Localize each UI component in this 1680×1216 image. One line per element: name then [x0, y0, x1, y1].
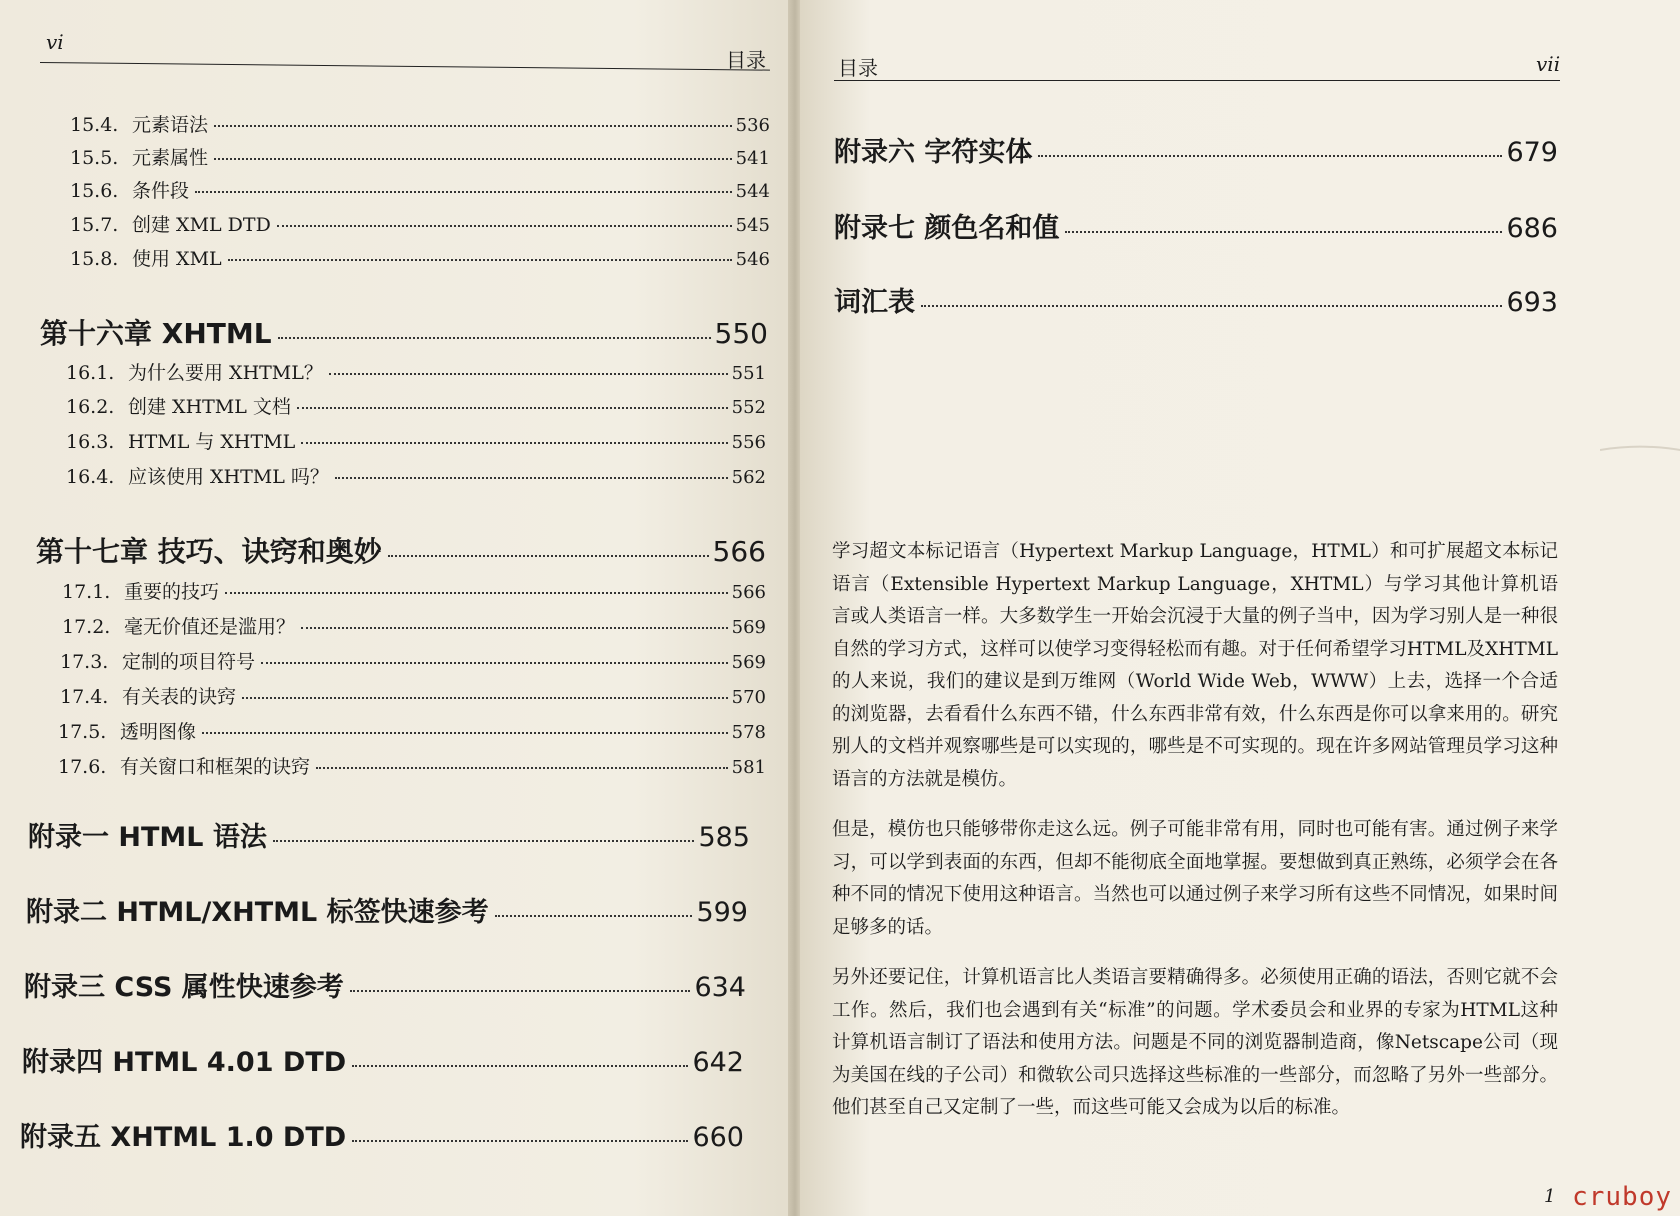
watermark-text: cruboy: [1572, 1182, 1672, 1212]
section-page: 578: [731, 722, 766, 743]
toc-entry-15-7[interactable]: [70, 210, 770, 237]
section-page: 552: [731, 397, 766, 418]
dot-leader: [225, 592, 728, 594]
section-title: 重要的技巧: [124, 581, 220, 603]
appendix-page: 686: [1506, 213, 1558, 244]
section-page: 546: [735, 249, 770, 270]
appendix-title: 附录四 HTML 4.01 DTD: [22, 1047, 347, 1078]
section-title: 透明图像: [120, 721, 197, 743]
toc-entry-16-3[interactable]: [66, 427, 766, 454]
dot-leader: [301, 442, 727, 444]
dot-leader: [1038, 155, 1502, 157]
body-paragraph-2: 但是，模仿也只能够带你走这么远。例子可能非常有用，同时也可能有害。通过例子来学习，可以学到表面的东西，但却不能彻底全面地掌握。要想做到真正熟练，必须学会在各种不同的情况下使用这种语言。当然也可以通过例子来学习所有这些不同情况，如果时间足够多的话。: [832, 819, 1558, 938]
toc-entry-17-3[interactable]: [60, 647, 766, 674]
right-header-title: 目录: [838, 56, 878, 80]
section-page: 551: [731, 363, 766, 384]
section-number: 16.2.: [66, 396, 115, 418]
dot-leader: [301, 627, 728, 629]
toc-entry-15-6[interactable]: [70, 176, 770, 203]
section-page: 545: [735, 215, 770, 236]
toc-appendix-1[interactable]: [28, 815, 750, 854]
section-page: 581: [731, 757, 766, 778]
section-number: 17.4.: [60, 686, 109, 708]
appendix-title: 附录三 CSS 属性快速参考: [24, 972, 344, 1003]
dot-leader: [228, 259, 732, 261]
section-page: 556: [731, 432, 766, 453]
toc-entry-15-5[interactable]: [70, 143, 770, 170]
dot-leader: [335, 477, 728, 479]
chapter-page: 550: [714, 317, 768, 350]
section-number: 16.1.: [66, 362, 115, 384]
toc-entry-17-2[interactable]: [62, 612, 766, 639]
appendix-title: 附录一 HTML 语法: [28, 822, 267, 853]
section-title: 有关表的诀窍: [122, 686, 237, 708]
dot-leader: [214, 158, 732, 160]
left-header-rule: [40, 62, 770, 71]
section-title: 为什么要用 XHTML？: [128, 362, 323, 384]
appendix-title: 附录五 XHTML 1.0 DTD: [20, 1122, 347, 1153]
section-number: 15.4.: [70, 114, 119, 136]
section-number: 15.6.: [70, 180, 119, 202]
toc-appendix-2[interactable]: [26, 890, 748, 929]
toc-appendix-3[interactable]: [24, 965, 746, 1004]
section-number: 17.2.: [62, 616, 111, 638]
left-header-title: 目录: [726, 48, 766, 72]
section-title: 应该使用 XHTML 吗？: [128, 466, 329, 488]
toc-entry-17-5[interactable]: [58, 717, 766, 744]
dot-leader: [278, 337, 711, 339]
section-page: 562: [731, 467, 766, 488]
section-number: 15.8.: [70, 248, 119, 270]
section-title: 有关窗口和框架的诀窍: [120, 756, 311, 778]
chapter-title: 第十六章 XHTML: [40, 317, 272, 350]
section-title: 条件段: [132, 180, 190, 202]
section-title: HTML 与 XHTML: [128, 431, 296, 453]
section-page: 570: [731, 687, 766, 708]
dot-leader: [1065, 231, 1502, 233]
toc-entry-17-1[interactable]: [62, 577, 766, 604]
body-paragraph-1: 学习超文本标记语言（Hypertext Markup Language，HTML）和可扩展超文本标记语言（Extensible Hypertext Markup Language，XHTML）与学习其他计算机语言或人类语言一样。大多数学生一开始会沉浸于大量的例子当中，因为学习别人是一种很自然的学习方式，这样可以使学习变得轻松而有趣。对于任何希望学习HTML及XHTML的人来说，我们的建议是到万维网（World Wide Web，WWW）上去，选择一个合适的浏览器，去看看什么东西不错，什么东西非常有效，什么东西是你可以拿来用的。研究别人的文档并观察哪些是可以实现的，哪些是不可实现的。现在许多网站管理员学习这种语言的方法就是模仿。: [832, 541, 1558, 790]
left-page: [0, 0, 792, 1216]
dot-leader: [352, 1140, 688, 1142]
toc-appendix-4[interactable]: [22, 1040, 744, 1079]
toc-glossary[interactable]: [834, 280, 1558, 319]
dot-leader: [214, 125, 732, 127]
appendix-title: 附录二 HTML/XHTML 标签快速参考: [26, 897, 489, 928]
appendix-title: 附录六 字符实体: [834, 137, 1033, 168]
appendix-page: 642: [692, 1047, 744, 1078]
dot-leader: [273, 840, 695, 842]
section-page: 536: [735, 115, 770, 136]
section-title: 元素语法: [132, 114, 209, 136]
toc-chapter-16[interactable]: [40, 312, 768, 352]
appendix-page: 599: [696, 897, 748, 928]
dot-leader: [921, 305, 1502, 307]
section-number: 17.6.: [58, 756, 107, 778]
section-page: 569: [731, 617, 766, 638]
glossary-page: 693: [1506, 287, 1558, 318]
section-title: 元素属性: [132, 147, 209, 169]
toc-chapter-17[interactable]: [36, 530, 766, 570]
glossary-title: 词汇表: [834, 287, 915, 318]
dot-leader: [388, 555, 709, 557]
toc-entry-17-4[interactable]: [60, 682, 766, 709]
appendix-page: 634: [694, 972, 746, 1003]
right-header-page-number: vii: [1536, 52, 1561, 76]
toc-entry-16-1[interactable]: [66, 358, 766, 385]
chapter-page: 566: [712, 535, 766, 568]
left-header-page-number: vi: [46, 30, 64, 54]
right-header-rule: [834, 80, 1560, 81]
section-number: 16.3.: [66, 431, 115, 453]
dot-leader: [297, 407, 728, 409]
appendix-title: 附录七 颜色名和值: [834, 213, 1060, 244]
toc-entry-15-8[interactable]: [70, 244, 770, 271]
section-title: 创建 XHTML 文档: [128, 396, 291, 418]
section-page: 541: [735, 148, 770, 169]
chapter-title: 第十七章 技巧、诀窍和奥妙: [36, 535, 382, 568]
section-number: 17.5.: [58, 721, 107, 743]
toc-entry-17-6[interactable]: [58, 752, 766, 779]
section-number: 15.5.: [70, 147, 119, 169]
section-page: 566: [731, 582, 766, 603]
toc-entry-16-2[interactable]: [66, 392, 766, 419]
dot-leader: [277, 225, 732, 227]
section-number: 17.3.: [60, 651, 109, 673]
toc-entry-15-4[interactable]: [70, 110, 770, 137]
dot-leader: [352, 1065, 688, 1067]
toc-appendix-7[interactable]: [834, 206, 1558, 245]
appendix-page: 585: [698, 822, 750, 853]
dot-leader: [195, 191, 732, 193]
section-number: 17.1.: [62, 581, 111, 603]
right-page-bottom-number: 1: [1544, 1186, 1556, 1207]
dot-leader: [316, 767, 728, 769]
section-page: 569: [731, 652, 766, 673]
section-number: 16.4.: [66, 466, 115, 488]
section-title: 毫无价值还是滥用？: [124, 616, 296, 638]
toc-appendix-5[interactable]: [20, 1115, 744, 1154]
appendix-page: 679: [1506, 137, 1558, 168]
dot-leader: [261, 662, 728, 664]
section-page: 544: [735, 181, 770, 202]
dot-leader: [350, 990, 691, 992]
dot-leader: [495, 915, 693, 917]
section-number: 15.7.: [70, 214, 119, 236]
dot-leader: [242, 697, 728, 699]
toc-entry-16-4[interactable]: [66, 462, 766, 489]
dot-leader: [202, 732, 728, 734]
body-paragraph-3: 另外还要记住，计算机语言比人类语言要精确得多。必须使用正确的语法，否则它就不会工作。然后，我们也会遇到有关“标准”的问题。学术委员会和业界的专家为HTML这种计算机语言制订了语法和使用方法。问题是不同的浏览器制造商，像Netscape公司（现为美国在线的子公司）和微软公司只选择这些标准的一些部分，而忽略了另外一些部分。他们甚至自己又定制了一些，而这些可能又会成为以后的标准。: [832, 967, 1558, 1118]
section-title: 定制的项目符号: [122, 651, 256, 673]
section-title: 使用 XML: [132, 248, 222, 270]
toc-appendix-6[interactable]: [834, 130, 1558, 169]
section-title: 创建 XML DTD: [132, 214, 271, 236]
appendix-page: 660: [692, 1122, 744, 1153]
dot-leader: [329, 373, 728, 375]
paper-tear-mark: [1600, 440, 1680, 530]
